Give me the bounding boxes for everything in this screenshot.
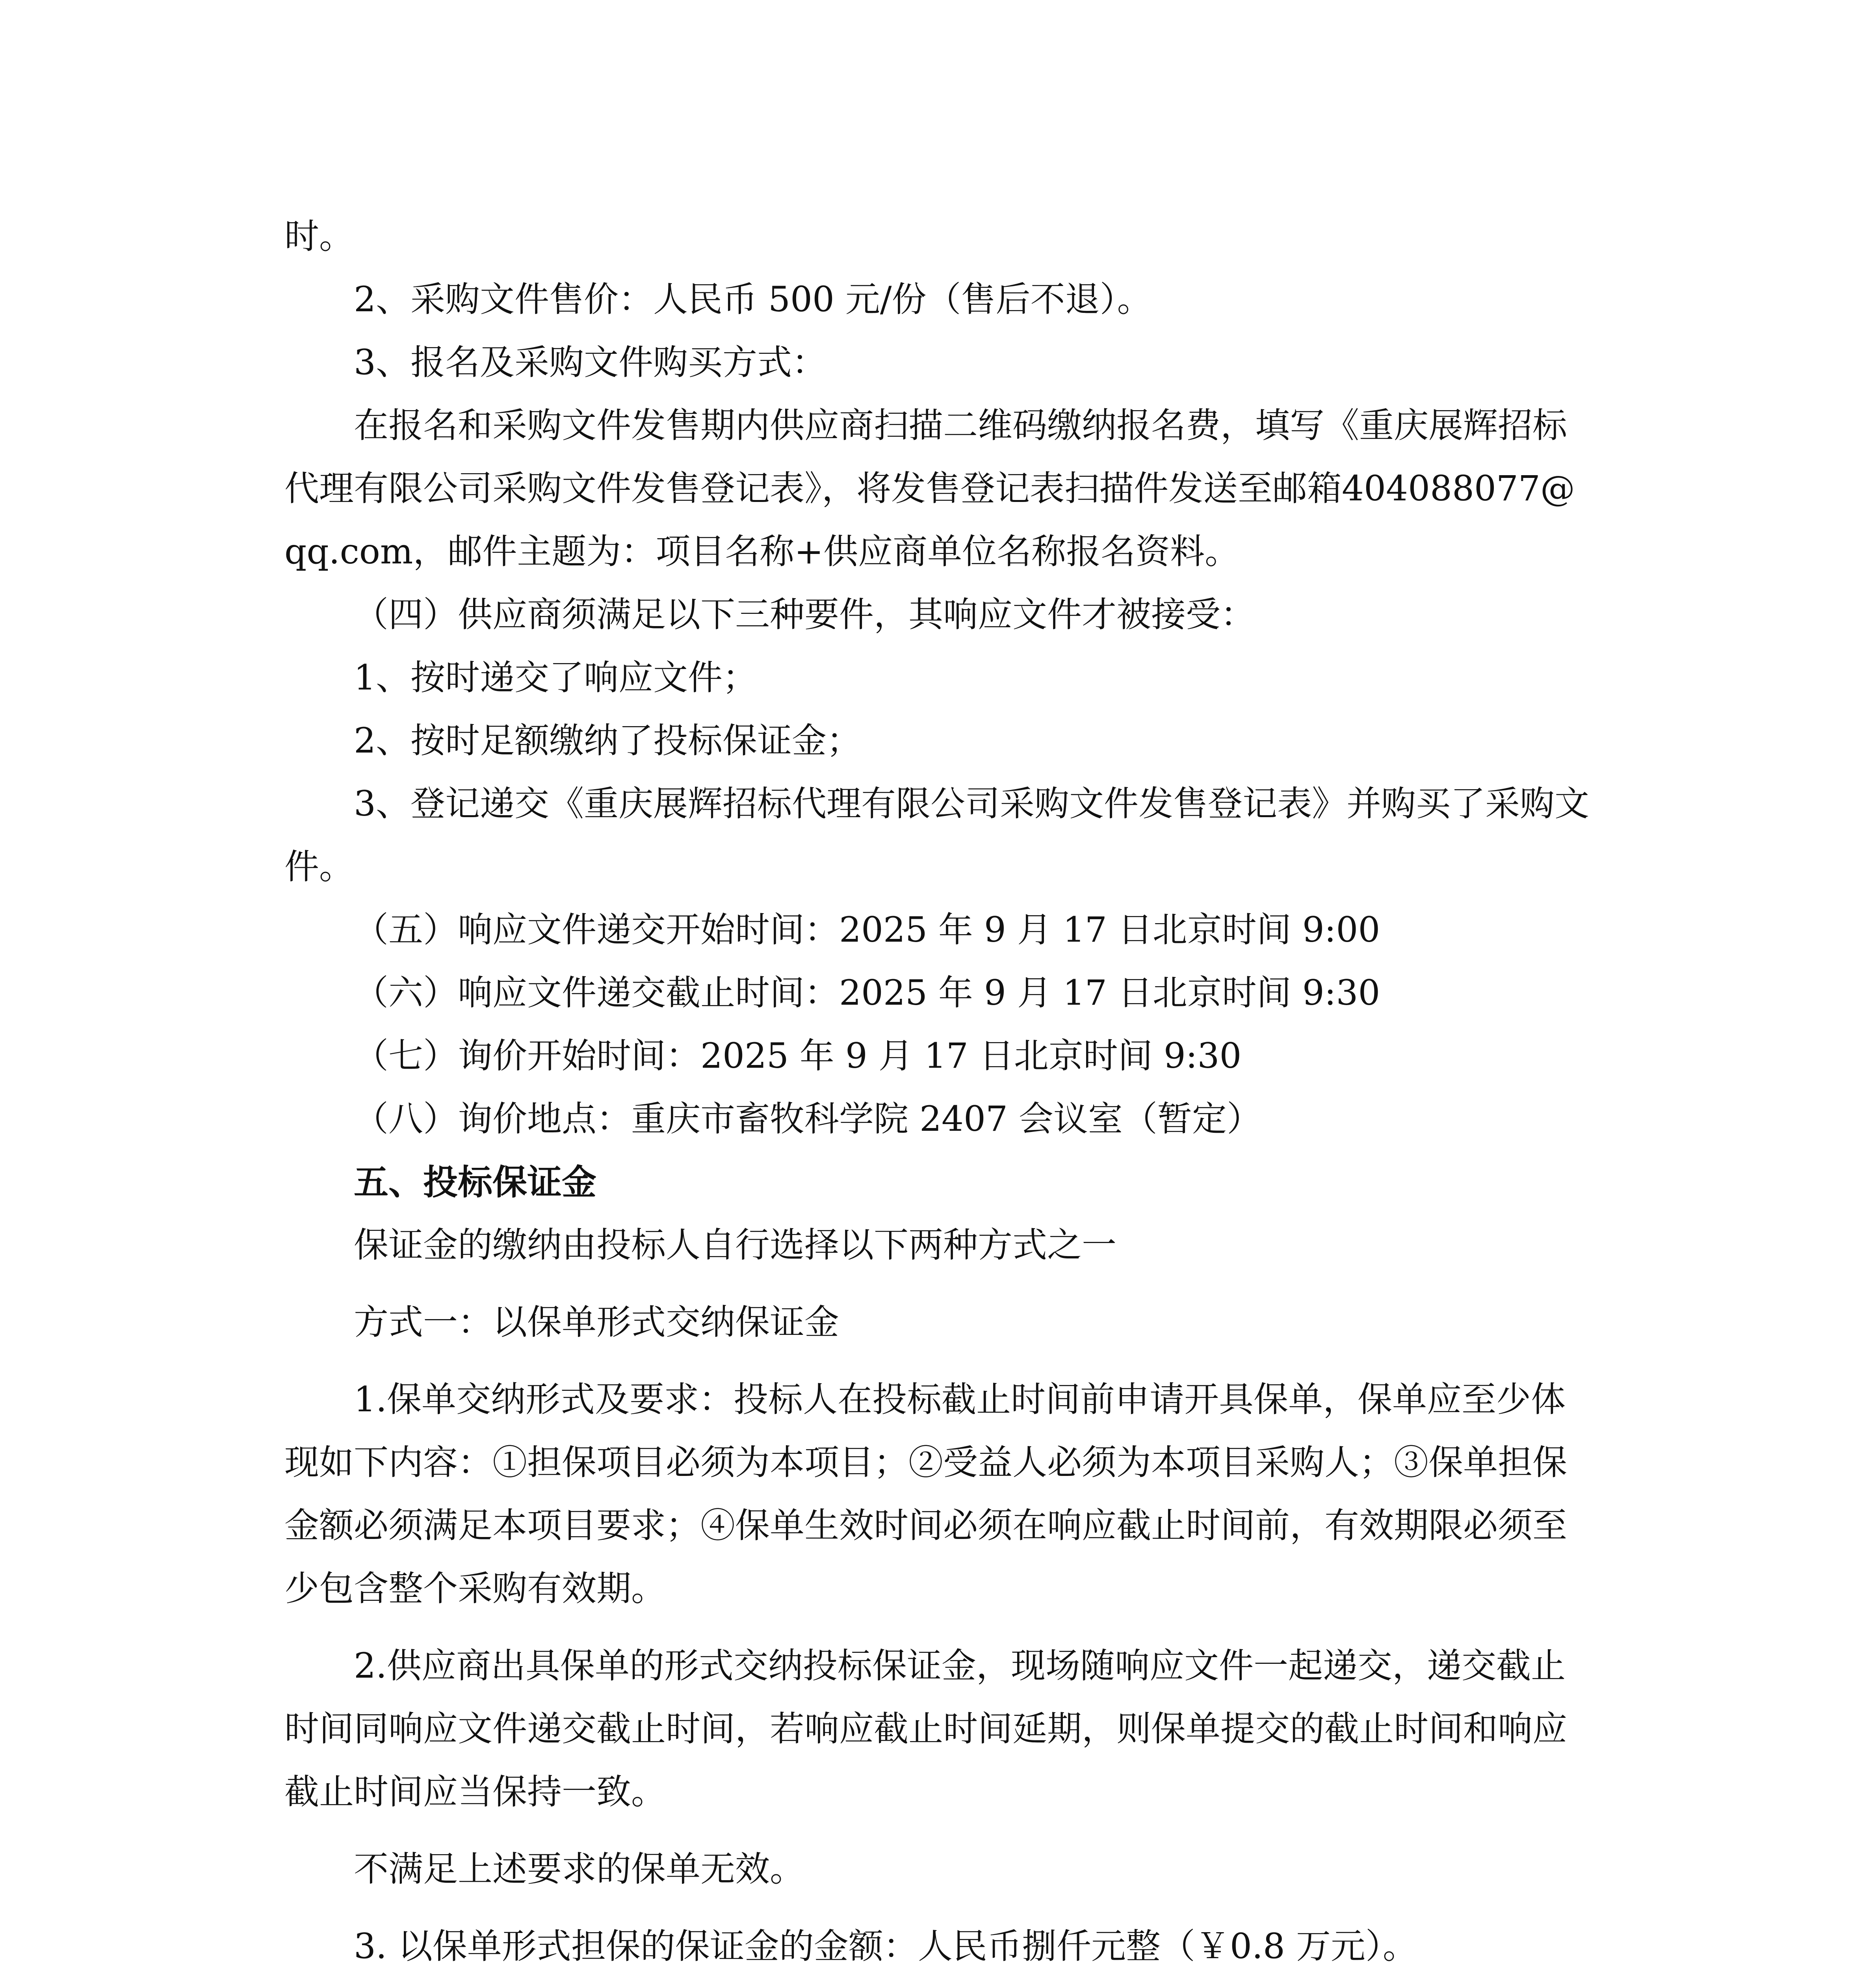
paragraph-guarantee-submission: 2.供应商出具保单的形式交纳投标保证金，现场随响应文件一起递交，递交截止时间同响应文件递交截止时间，若响应截止时间延期，则保单提交的截止时间和响应截止时间应当保持一致。 [284, 1645, 1568, 1812]
paragraph-requirement-2: 2、按时足额缴纳了投标保证金； [354, 720, 861, 761]
paragraph-guarantee-invalid: 不满足上述要求的保单无效。 [354, 1849, 805, 1889]
paragraph-submission-start: （五）响应文件递交开始时间：2025 年 9 月 17 日北京时间 9:00 [354, 909, 1380, 950]
paragraph-continuation: 时。 [284, 216, 354, 256]
paragraph-bond-methods-intro: 保证金的缴纳由投标人自行选择以下两种方式之一 [354, 1225, 1117, 1265]
paragraph-method-one-title: 方式一：以保单形式交纳保证金 [354, 1302, 840, 1342]
paragraph-registration-method-heading: 3、报名及采购文件购买方式： [354, 342, 827, 383]
paragraph-guarantee-requirements: 1.保单交纳形式及要求：投标人在投标截止时间前申请开具保单，保单应至少体现如下内容：①担保项目必须为本项目；②受益人必须为本项目采购人；③保单担保金额必须满足本项目要求；④保单生效时间必须在响应截止时间前，有效期限必须至少包含整个采购有效期。 [284, 1379, 1568, 1609]
paragraph-requirement-1: 1、按时递交了响应文件； [354, 657, 757, 698]
paragraph-guarantee-amount: 3. 以保单形式担保的保证金的金额：人民币捌仟元整（￥0.8 万元）。 [354, 1926, 1417, 1966]
paragraph-section-four: （四）供应商须满足以下三种要件，其响应文件才被接受： [354, 594, 1256, 635]
section-heading-bid-bond: 五、投标保证金 [354, 1162, 597, 1202]
paragraph-inquiry-start: （七）询价开始时间：2025 年 9 月 17 日北京时间 9:30 [354, 1035, 1242, 1076]
paragraph-registration-instructions: 在报名和采购文件发售期内供应商扫描二维码缴纳报名费，填写《重庆展辉招标代理有限公司采购文件发售登记表》，将发售登记表扫描件发送至邮箱404088077@qq.com，邮件主题为：项目名称+供应商单位名称报名资料。 [284, 405, 1575, 572]
paragraph-inquiry-location: （八）询价地点：重庆市畜牧科学院 2407 会议室（暂定） [354, 1098, 1261, 1139]
paragraph-requirement-3: 3、登记递交《重庆展辉招标代理有限公司采购文件发售登记表》并购买了采购文件。 [284, 783, 1589, 887]
paragraph-document-price: 2、采购文件售价：人民币 500 元/份（售后不退）。 [354, 279, 1152, 320]
paragraph-submission-deadline: （六）响应文件递交截止时间：2025 年 9 月 17 日北京时间 9:30 [354, 972, 1380, 1013]
document-body [284, 205, 1592, 1970]
